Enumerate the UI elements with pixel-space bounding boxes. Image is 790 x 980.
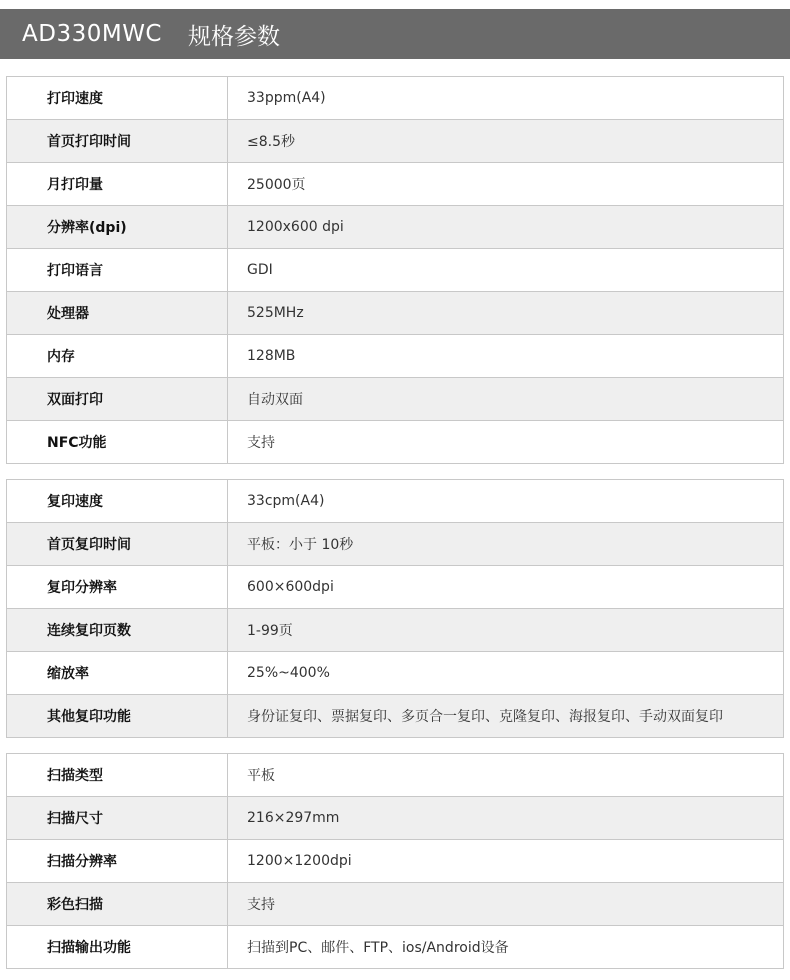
spec-label: 连续复印页数 bbox=[7, 609, 228, 652]
spec-value: 33ppm(A4) bbox=[228, 77, 784, 120]
table-row bbox=[7, 378, 784, 421]
spec-label: 处理器 bbox=[7, 292, 228, 335]
spec-value: 33cpm(A4) bbox=[228, 480, 784, 523]
spec-label: 复印分辨率 bbox=[7, 566, 228, 609]
table-row bbox=[7, 840, 784, 883]
spec-value: 525MHz bbox=[228, 292, 784, 335]
table-row bbox=[7, 249, 784, 292]
spec-value: 1200×1200dpi bbox=[228, 840, 784, 883]
table-row bbox=[7, 797, 784, 840]
table-row bbox=[7, 609, 784, 652]
spec-value: 身份证复印、票据复印、多页合一复印、克隆复印、海报复印、手动双面复印 bbox=[228, 695, 784, 738]
scan-spec-table bbox=[6, 753, 784, 969]
table-row bbox=[7, 480, 784, 523]
spec-label: 扫描分辨率 bbox=[7, 840, 228, 883]
spec-label: 扫描输出功能 bbox=[7, 926, 228, 969]
spec-label: 扫描尺寸 bbox=[7, 797, 228, 840]
spec-value: 25%~400% bbox=[228, 652, 784, 695]
spec-header bbox=[0, 9, 790, 59]
spec-value: 平板 bbox=[228, 754, 784, 797]
spec-value: 1200x600 dpi bbox=[228, 206, 784, 249]
table-row bbox=[7, 77, 784, 120]
spec-label: 双面打印 bbox=[7, 378, 228, 421]
spec-label: 扫描类型 bbox=[7, 754, 228, 797]
spec-label: 复印速度 bbox=[7, 480, 228, 523]
table-row bbox=[7, 652, 784, 695]
spec-label: 缩放率 bbox=[7, 652, 228, 695]
table-row bbox=[7, 335, 784, 378]
table-row bbox=[7, 421, 784, 464]
table-row bbox=[7, 292, 784, 335]
table-row bbox=[7, 754, 784, 797]
spec-label: NFC功能 bbox=[7, 421, 228, 464]
page-title: 规格参数 bbox=[188, 23, 280, 50]
spec-value: 自动双面 bbox=[228, 378, 784, 421]
spec-label: 首页复印时间 bbox=[7, 523, 228, 566]
table-row bbox=[7, 120, 784, 163]
spec-value: 平板：小于 10秒 bbox=[228, 523, 784, 566]
spec-label: 内存 bbox=[7, 335, 228, 378]
table-row bbox=[7, 163, 784, 206]
table-row bbox=[7, 566, 784, 609]
model-name: AD330MWC bbox=[22, 21, 162, 47]
spec-value: 支持 bbox=[228, 421, 784, 464]
spec-value: 600×600dpi bbox=[228, 566, 784, 609]
spec-value: 1-99页 bbox=[228, 609, 784, 652]
spec-label: 打印速度 bbox=[7, 77, 228, 120]
copy-spec-table bbox=[6, 479, 784, 738]
spec-value: 25000页 bbox=[228, 163, 784, 206]
spec-label: 打印语言 bbox=[7, 249, 228, 292]
spec-value: 扫描到PC、邮件、FTP、ios/Android设备 bbox=[228, 926, 784, 969]
table-row bbox=[7, 206, 784, 249]
spec-label: 彩色扫描 bbox=[7, 883, 228, 926]
spec-value: 128MB bbox=[228, 335, 784, 378]
table-row bbox=[7, 926, 784, 969]
print-spec-table bbox=[6, 76, 784, 464]
spec-label: 分辨率(dpi) bbox=[7, 206, 228, 249]
table-row bbox=[7, 883, 784, 926]
spec-label: 首页打印时间 bbox=[7, 120, 228, 163]
spec-value: GDI bbox=[228, 249, 784, 292]
spec-value: 216×297mm bbox=[228, 797, 784, 840]
table-row bbox=[7, 695, 784, 738]
table-row bbox=[7, 523, 784, 566]
spec-label: 其他复印功能 bbox=[7, 695, 228, 738]
spec-label: 月打印量 bbox=[7, 163, 228, 206]
spec-value: ≤8.5秒 bbox=[228, 120, 784, 163]
spec-value: 支持 bbox=[228, 883, 784, 926]
